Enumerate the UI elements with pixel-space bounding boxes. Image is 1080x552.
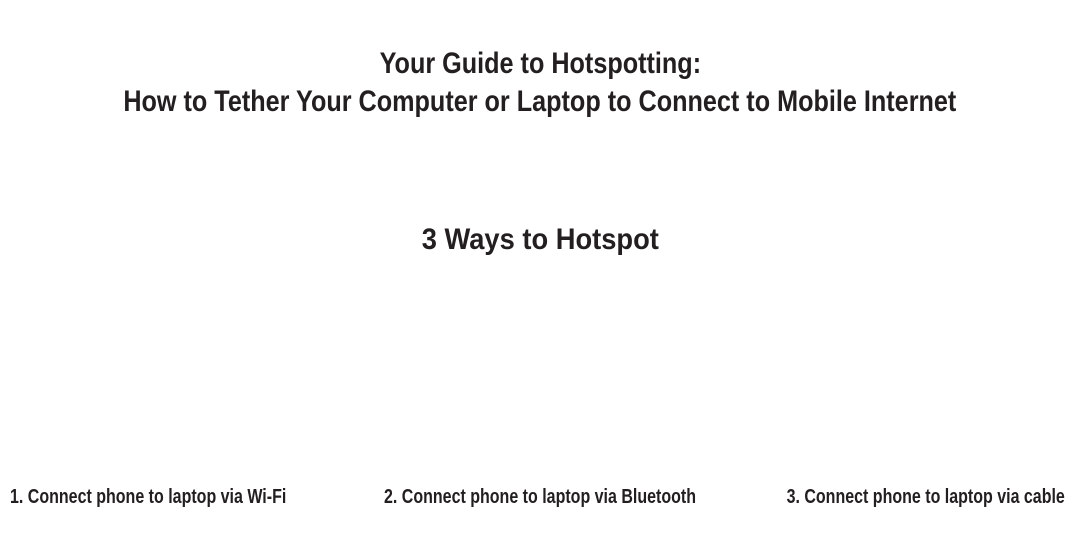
page-title-line-2-text: How to Tether Your Computer or Laptop to Connect to Mobile Internet (123, 85, 957, 118)
section-heading (0, 218, 1080, 262)
page-title-line-1-text: Your Guide to Hotspotting: (379, 47, 701, 80)
method-caption-bluetooth: 2. Connect phone to laptop via Bluetooth (384, 486, 696, 508)
method-caption-cable: 3. Connect phone to laptop via cable (786, 486, 1065, 508)
method-caption-wifi: 1. Connect phone to laptop via Wi-Fi (10, 486, 287, 508)
section-heading-text: 3 Ways to Hotspot (421, 223, 659, 256)
page-title-line-2 (0, 83, 1080, 121)
page-title-line-1 (0, 45, 1080, 83)
methods-caption-row (0, 483, 1080, 513)
page-title (0, 45, 1080, 121)
